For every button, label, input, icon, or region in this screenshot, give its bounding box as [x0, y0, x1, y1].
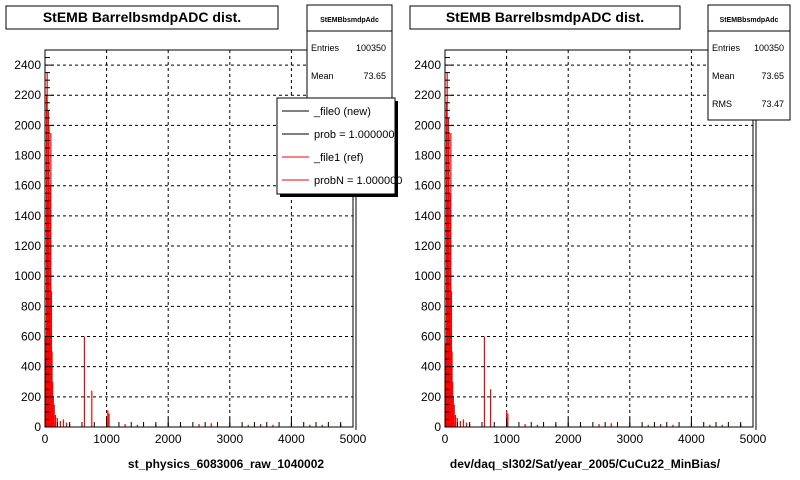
y-tick-label: 0 — [34, 420, 41, 434]
plot-area — [445, 50, 753, 427]
y-tick-label: 1200 — [414, 239, 441, 254]
y-tick-label: 1600 — [14, 178, 41, 193]
x-tick-label: 0 — [441, 432, 449, 446]
y-tick-label: 400 — [420, 359, 441, 374]
y-tick-label: 400 — [20, 359, 41, 374]
y-tick-label: 1000 — [414, 269, 441, 284]
stats-name: StEMBbsmdpAdc — [719, 17, 779, 24]
y-tick-label: 2000 — [14, 118, 41, 133]
x-axis-label: st_physics_6083006_raw_1040002 — [127, 457, 325, 471]
legend-label: _file1 (ref) — [314, 152, 364, 164]
x-tick-label: 4000 — [278, 432, 305, 446]
stats-value: 73.65 — [761, 71, 784, 81]
x-tick-label: 1000 — [493, 432, 520, 446]
y-tick-label: 2200 — [414, 88, 441, 103]
legend-label: probN = 1.000000 — [314, 175, 403, 187]
stats-value: 100350 — [355, 43, 386, 53]
chart-title: StEMB BarrelbsmdpADC dist. — [42, 9, 242, 25]
x-tick-label: 2000 — [554, 432, 582, 446]
y-tick-label: 1400 — [414, 208, 441, 223]
legend-label: prob = 1.000000 — [314, 129, 395, 141]
x-tick-label: 3000 — [216, 432, 244, 446]
stats-value: 100350 — [753, 43, 784, 53]
x-tick-label: 2000 — [154, 432, 182, 446]
y-tick-label: 200 — [20, 389, 41, 404]
x-tick-label: 5000 — [739, 432, 767, 446]
y-tick-label: 2000 — [414, 118, 441, 133]
x-tick-label: 0 — [41, 432, 49, 446]
x-tick-label: 1000 — [93, 432, 120, 446]
y-tick-label: 0 — [434, 420, 441, 434]
stats-value: 73.65 — [363, 71, 386, 81]
y-tick-label: 1200 — [14, 239, 41, 254]
y-tick-label: 600 — [20, 329, 41, 344]
y-tick-label: 2200 — [14, 88, 41, 103]
x-tick-label: 3000 — [616, 432, 644, 446]
legend-label: _file0 (new) — [314, 106, 371, 118]
y-tick-label: 1800 — [14, 148, 41, 163]
stats-label: Entries — [712, 43, 741, 53]
y-tick-label: 2400 — [414, 58, 441, 73]
y-tick-label: 600 — [420, 329, 441, 344]
stats-name: StEMBbsmdpAdc — [320, 17, 379, 24]
y-tick-label: 1800 — [414, 148, 441, 163]
y-tick-label: 1000 — [14, 269, 41, 284]
x-axis-label: dev/daq_sl302/Sat/year_2005/CuCu22_MinBias/ — [449, 457, 721, 471]
x-tick-label: 5000 — [339, 432, 367, 446]
y-tick-label: 2400 — [14, 58, 41, 73]
y-tick-label: 800 — [20, 299, 41, 314]
stats-label: Entries — [311, 43, 340, 53]
y-tick-label: 200 — [420, 389, 441, 404]
y-tick-label: 1400 — [14, 208, 41, 223]
stats-label: Mean — [311, 71, 334, 81]
stats-label: RMS — [712, 99, 732, 109]
y-tick-label: 1600 — [414, 178, 441, 193]
stats-label: Mean — [712, 71, 735, 81]
histogram-panel-1 — [6, 5, 402, 471]
histogram-panel-2 — [410, 5, 790, 471]
y-tick-label: 800 — [420, 299, 441, 314]
x-tick-label: 4000 — [678, 432, 705, 446]
stats-value: 73.47 — [761, 99, 784, 109]
chart-title: StEMB BarrelbsmdpADC dist. — [445, 9, 645, 25]
